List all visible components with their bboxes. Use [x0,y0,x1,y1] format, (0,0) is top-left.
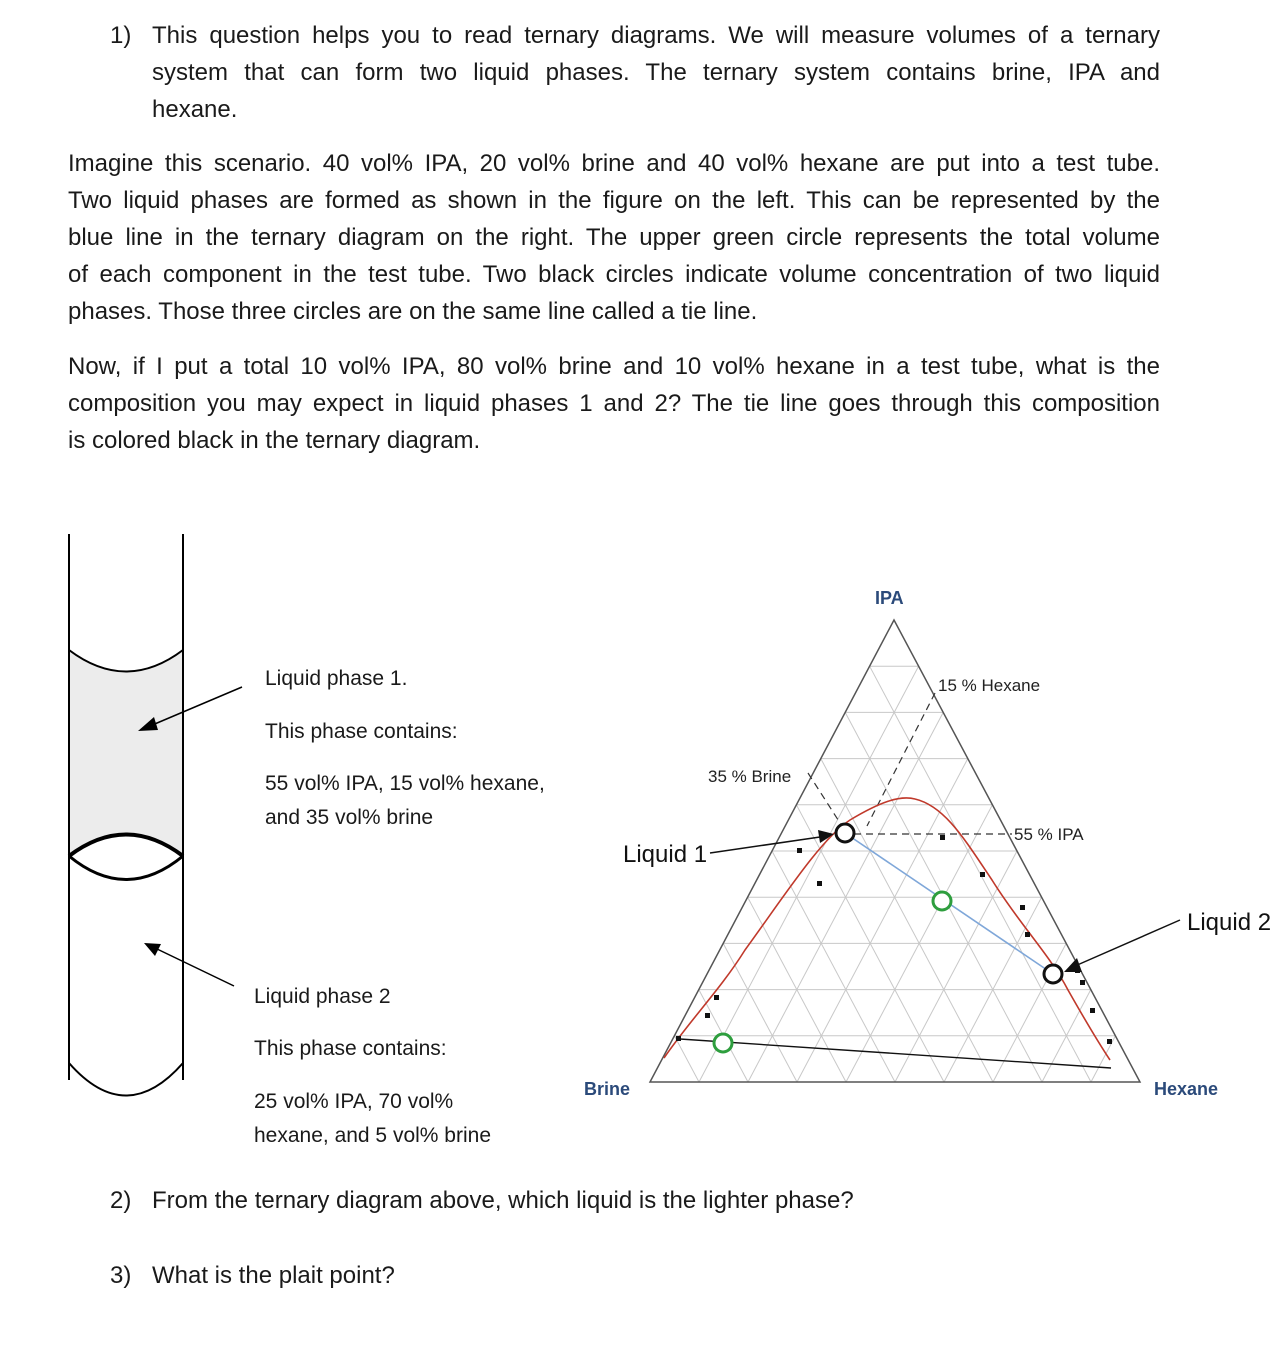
annotation-55-ipa: 55 % IPA [1014,825,1084,844]
data-point [1090,1008,1095,1013]
grid-line [895,851,1017,1082]
grid-line [699,666,919,1082]
interface-meniscus-lower [69,856,183,880]
liquid-1-circle [836,824,854,842]
phase-1-contains: This phase contains: [265,720,458,743]
phase-2-composition-2: hexane, and 5 vol% brine [254,1124,491,1147]
annotation-35-brine: 35 % Brine [708,767,792,786]
liquid-2-circle [1044,965,1062,983]
ternary-grid [674,666,1115,1082]
data-point [714,995,719,1000]
scenario-line: blue line in the ternary diagram on the right. The upper green circle represents the total volume [68,224,1160,251]
ternary-diagram [580,580,1280,1120]
liquid-2-arrow-head [1064,958,1082,972]
annotation-15-hexane: 15 % Hexane [938,676,1041,695]
grid-line [723,943,797,1082]
question-2-number: 2) [110,1187,132,1214]
data-point [676,1036,681,1041]
question-3-text: What is the plait point? [152,1262,395,1289]
liquid-1-label: Liquid 1 [623,841,708,868]
data-point [1080,980,1085,985]
overall-composition-circle [933,892,951,910]
liquid-2-label: Liquid 2 [1187,909,1272,936]
data-point [1107,1039,1112,1044]
data-point [1025,932,1030,937]
question-1-line-2: system that can form two liquid phases. The ternary system contains brine, IPA and [152,59,1160,86]
question-2-text: From the ternary diagram above, which liquid is the lighter phase? [152,1187,854,1214]
phase-2-title: Liquid phase 2 [254,985,391,1008]
new-composition-circle [714,1034,732,1052]
phase-2-contains: This phase contains: [254,1037,447,1060]
grid-line [821,759,993,1082]
data-point [797,848,802,853]
grid-line [674,1036,699,1082]
apex-brine-label: Brine [584,1079,631,1099]
data-point [1020,905,1025,910]
scenario-line: Two liquid phases are formed as shown in the figure on the left. This can be represented by the [68,187,1160,214]
liquid-phase-1-fill [69,650,183,856]
task-line: composition you may expect in liquid phases 1 and 2? The tie line goes through this composition [68,390,1160,417]
task-line: Now, if I put a total 10 vol% IPA, 80 vol% brine and 10 vol% hexane in a test tube, what is the [68,353,1160,380]
phase-2-composition-1: 25 vol% IPA, 70 vol% [254,1090,454,1113]
phase-1-composition-1: 55 vol% IPA, 15 vol% hexane, [265,772,545,795]
question-1-line-3: hexane. [152,96,238,123]
apex-hexane-label: Hexane [1154,1079,1219,1099]
question-3-number: 3) [110,1262,132,1289]
question-1-number: 1) [110,22,132,49]
question-1-line-1: This question helps you to read ternary diagrams. We will measure volumes of a ternary [152,22,1160,49]
phase-1-title: Liquid phase 1. [265,667,408,690]
liquid-2-arrow [1075,920,1180,966]
data-point [940,835,945,840]
grid-line [797,759,968,1082]
phase-1-composition-2: and 35 vol% brine [265,806,434,829]
guide-35-brine [808,773,842,826]
data-point [980,872,985,877]
tie-line-black [680,1039,1111,1068]
arrow-phase-2 [155,948,234,986]
scenario-line: Imagine this scenario. 40 vol% IPA, 20 vol% brine and 40 vol% hexane are put into a test tube. [68,150,1160,177]
scenario-paragraph [68,145,1160,330]
data-point [705,1013,710,1018]
scenario-line: phases. Those three circles are on the same line called a tie line. [68,298,758,325]
task-paragraph [68,348,1160,459]
tube-bottom [69,1063,183,1096]
task-line: is colored black in the ternary diagram. [68,427,481,454]
data-point [817,881,822,886]
scenario-line: of each component in the test tube. Two black circles indicate volume concentration of two liquid [68,261,1160,288]
apex-ipa-label: IPA [875,588,904,608]
